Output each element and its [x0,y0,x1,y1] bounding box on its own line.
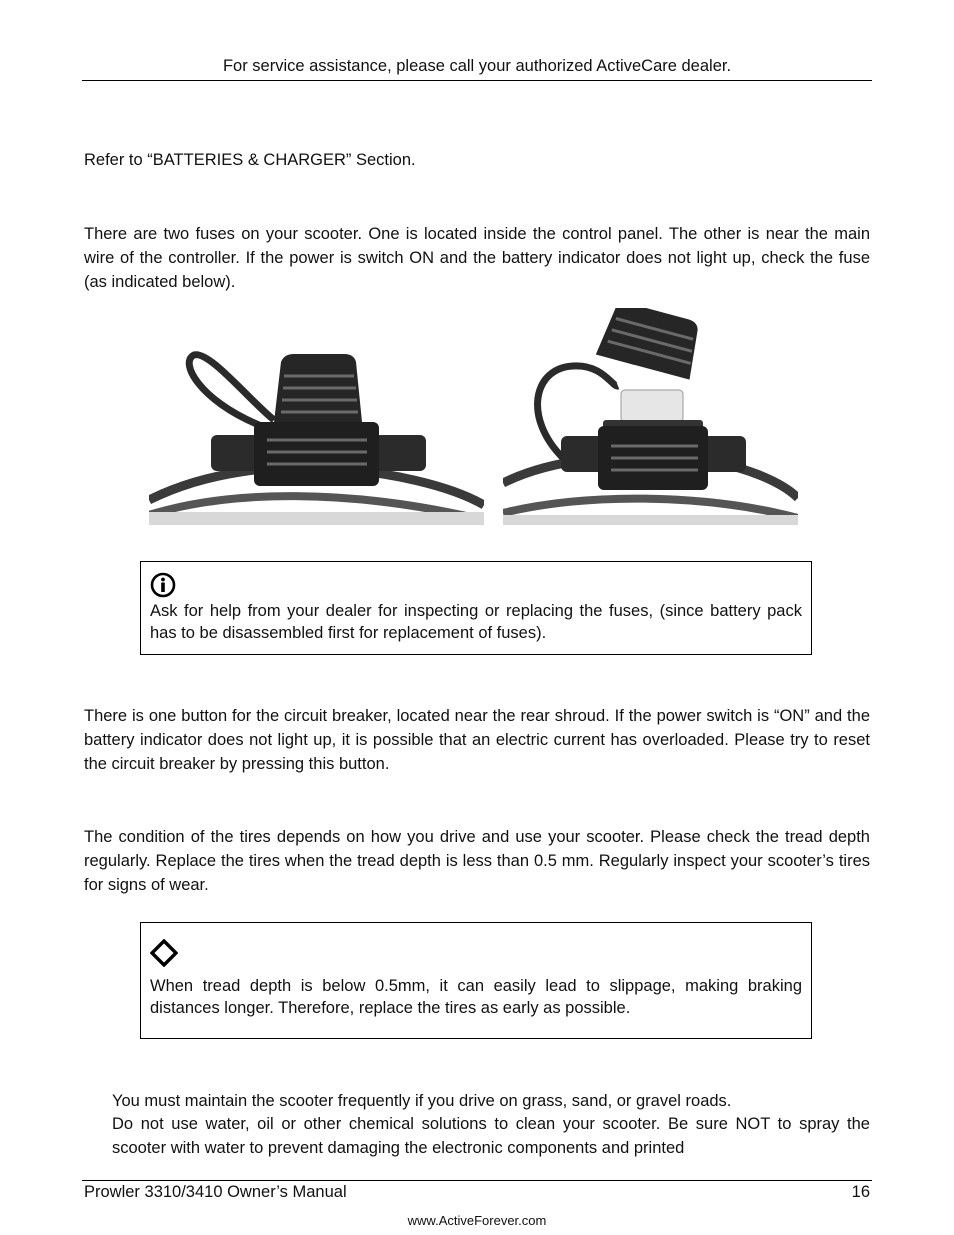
fuses-paragraph: There are two fuses on your scooter. One is located inside the control panel. The other is near the main wire of the controller. If the power is switch ON and the battery indicator does not light up, check the fuse (as indicated below). [84,225,870,291]
website-link[interactable]: www.ActiveForever.com [407,1213,547,1228]
fuse-holder-open-photo [503,308,798,525]
tires-paragraph: The condition of the tires depends on how you drive and use your scooter. Please check the tread depth regularly. Replace the tires when the tread depth is less than 0.5 mm. Regularly inspect your scooter’s tires for signs of wear. [84,828,870,894]
maintenance-line-2: Do not use water, oil or other chemical solutions to clean your scooter. Be sure NOT to spray the scooter with water to prevent damaging the electronic components and printed [112,1115,870,1157]
footer-divider [82,1180,872,1181]
page-number: 16 [851,1183,870,1201]
info-icon [150,572,176,598]
info-note-text: Ask for help from your dealer for inspecting or replacing the fuses, (since battery pack has to be disassembled first for replacement of fuses). [150,602,802,642]
warning-note-box [140,922,812,1039]
service-note: For service assistance, please call your authorized ActiveCare dealer. [222,57,732,75]
page-header [82,57,872,81]
maintenance-line-1: You must maintain the scooter frequently if you drive on grass, sand, or gravel roads. [112,1092,732,1110]
manual-title: Prowler 3310/3410 Owner’s Manual [84,1183,347,1201]
warning-note-text: When tread depth is below 0.5mm, it can easily lead to slippage, making braking distances longer. Therefore, replace the tires as early as possible. [150,977,802,1017]
circuit-breaker-paragraph: There is one button for the circuit breaker, located near the rear shroud. If the power switch is “ON” and the battery indicator does not light up, it is possible that an electric current has overloaded. Please try to reset the circuit breaker by pressing this button. [84,707,870,773]
info-note-box [140,561,812,655]
diamond-warning-icon [150,939,178,967]
fuse-holder-closed-photo [149,340,484,525]
battery-paragraph: Refer to “BATTERIES & CHARGER” Section. [84,151,416,169]
